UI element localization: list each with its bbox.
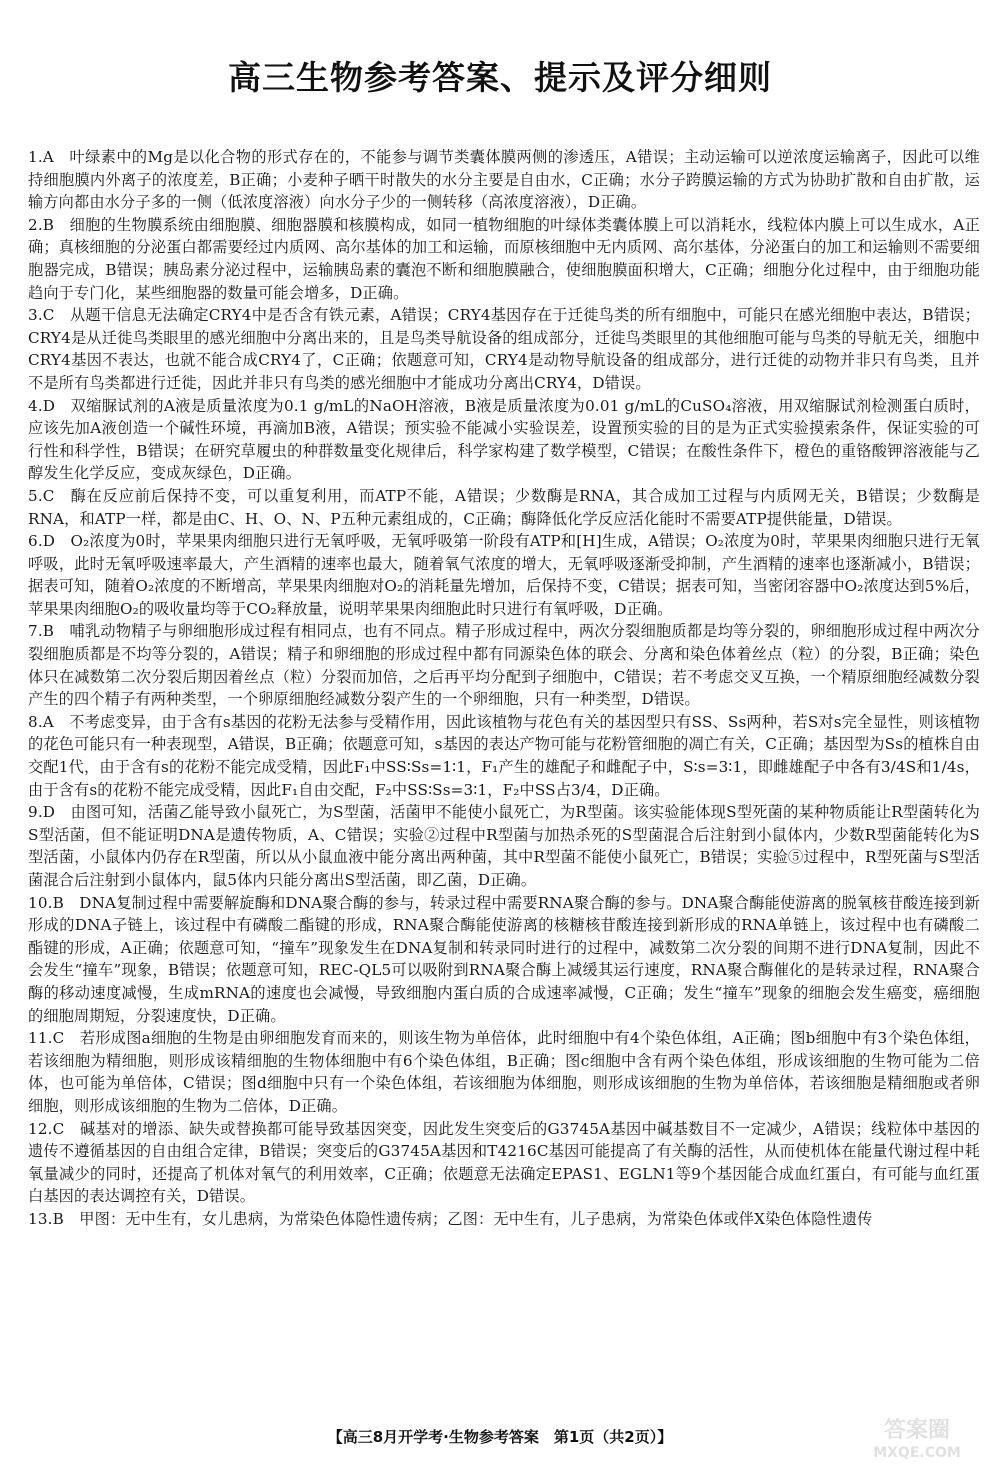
answer-explanation: 由图可知，活菌乙能导致小鼠死亡，为S型菌，活菌甲不能使小鼠死亡，为R型菌。该实验能体现S型死菌的某种物质能让R型菌转化为S型活菌，但不能证明DNA是遗传物质，A、C错误；实验②过程中R型菌与加热杀死的S型菌混合后注射到小鼠体内，少数R型菌能转化为S型活菌，小鼠体内仍存在R型菌，所以从小鼠血液中能分离出两种菌，其中R型菌不能使小鼠死亡，B错误；实验⑤过程中，R型死菌与S型活菌混合后注射到小鼠体内，鼠5体内只能分离出S型活菌，即乙菌，D正确。: [28, 803, 980, 889]
answer-explanation: 双缩脲试剂的A液是质量浓度为0.1 g/mL的NaOH溶液，B液是质量浓度为0.01 g/mL的CuSO₄溶液，用双缩脲试剂检测蛋白质时，应该先加A液创造一个碱性环境，再滴加B液，A错误；预实验不能减小实验误差，设置预实验的目的是为正式实验摸索条件，保证实验的可行性和科学性，B错误；在研究草履虫的种群数量变化规律后，科学家构建了数学模型，C错误；在酸性条件下，橙色的重铬酸钾溶液能与乙醇发生化学反应，变成灰绿色，D正确。: [28, 396, 980, 483]
answer-number: 7.B: [28, 622, 55, 641]
answer-number: 1.A: [28, 148, 54, 166]
answer-number: 12.C: [28, 1119, 65, 1138]
answer-explanation: O₂浓度为0时，苹果果肉细胞只进行无氧呼吸，无氧呼吸第一阶段有ATP和[H]生成，A错误；O₂浓度为0时，苹果果肉细胞只进行无氧呼吸，此时无氧呼吸速率最大，产生酒精的速率也最大，随着氧气浓度的增大，无氧呼吸逐渐受抑制，产生酒精的速率也逐渐减小，B错误；据表可知，随着O₂浓度的不断增高，苹果果肉细胞对O₂的消耗量先增加，后保持不变，C错误；据表可知，当密闭容器中O₂浓度达到5%后，苹果果肉细胞O₂的吸收量均等于CO₂释放量，说明苹果果肉细胞此时只进行有氧呼吸，D正确。: [28, 532, 980, 618]
answer-item: [28, 1027, 980, 1117]
answer-number: 5.C: [28, 486, 55, 505]
answer-item: [28, 620, 980, 710]
answer-item: [28, 892, 980, 1028]
answer-number: 11.C: [28, 1029, 65, 1048]
answer-item: [28, 530, 980, 620]
answer-number: 6.D: [28, 532, 56, 551]
answer-number: 10.B: [28, 893, 64, 912]
answer-explanation: 哺乳动物精子与卵细胞形成过程有相同点，也有不同点。精子形成过程中，两次分裂细胞质都是均等分裂的，卵细胞形成过程中两次分裂细胞质都是不均等分裂的，A错误；精子和卵细胞的形成过程中都有同源染色体的联会、分离和染色体着丝点（粒）的分裂，B正确；染色体只在减数第二次分裂后期因着丝点（粒）分裂而加倍，之后再平均分配到子细胞中，C错误；若不考虑交叉互换，一个精原细胞经减数分裂产生的四个精子有两种类型，一个卵原细胞经减数分裂产生的一个卵细胞，只有一种类型，D错误。: [28, 622, 980, 709]
answer-explanation: 若形成图a细胞的生物是由卵细胞发育而来的，则该生物为单倍体，此时细胞中有4个染色体组，A正确；图b细胞中有3个染色体组，若该细胞为精细胞，则形成该精细胞的生物体细胞中有6个染色体组，B正确；图c细胞中含有两个染色体组，形成该细胞的生物可能为二倍体，也可能为单倍体，C错误；图d细胞中只有一个染色体组，若该细胞为体细胞，则形成该细胞的生物为单倍体，若该细胞是精细胞或者卵细胞，则形成该细胞的生物为二倍体，D正确。: [28, 1029, 980, 1115]
answer-item: [28, 1208, 980, 1231]
answer-explanation: DNA复制过程中需要解旋酶和DNA聚合酶的参与，转录过程中需要RNA聚合酶的参与。DNA聚合酶能使游离的脱氧核苷酸连接到新形成的DNA子链上，该过程中有磷酸二酯键的形成，RNA聚合酶能使游离的核糖核苷酸连接到新形成的RNA单链上，该过程中也有磷酸二酯键的形成，A正确；依题意可知，“撞车”现象发生在DNA复制和转录同时进行的过程中，减数第二次分裂的间期不进行DNA复制，因此不会发生“撞车”现象，B错误；依题意可知，REC-QL5可以吸附到RNA聚合酶上减缓其运行速度，RNA聚合酶催化的是转录过程，RNA聚合酶的移动速度减慢，生成mRNA的速度也会减慢，导致细胞内蛋白质的合成速率减慢，C正确；发生“撞车”现象的细胞会发生癌变，癌细胞的细胞周期短，分裂速度快，D正确。: [28, 893, 980, 1025]
watermark-logo-text: 答案圈: [883, 1418, 951, 1443]
answer-explanation: 碱基对的增添、缺失或替换都可能导致基因突变，因此发生突变后的G3745A基因中碱基数目不一定减少，A错误；线粒体中基因的遗传不遵循基因的自由组合定律，B错误；突变后的G3745A基因和T4216C基因可能提高了有关酶的活性，从而使机体在能量代谢过程中耗氧量减少的同时，还提高了机体对氧气的利用效率，C正确；依题意无法确定EPAS1、EGLN1等9个基因能合成血红蛋白，有可能与血红蛋白基因的表达调控有关，D错误。: [28, 1119, 980, 1206]
answer-number: 3.C: [28, 306, 55, 325]
page-footer: 【高三8月开学考·生物参考答案 第1页（共2页）】: [327, 1428, 673, 1446]
answer-item: [28, 801, 980, 891]
answer-explanation: 从题干信息无法确定CRY4中是否含有铁元素，A错误；CRY4基因存在于迁徙鸟类的所有细胞中，可能只在感光细胞中表达，B错误；CRY4是从迁徙鸟类眼里的感光细胞中分离出来的，且是鸟类导航设备的组成部分，迁徙鸟类眼里的其他细胞可能与鸟类的导航无关，细胞中CRY4基因不表达，也就不能合成CRY4了，C正确；依题意可知，CRY4是动物导航设备的组成部分，进行迁徙的动物并非只有鸟类，且并不是所有鸟类都进行迁徙，因此并非只有鸟类的感光细胞中才能成功分离出CRY4，D错误。: [28, 306, 980, 392]
page-title: 高三生物参考答案、提示及评分细则: [228, 58, 772, 97]
answer-list: [28, 146, 980, 1231]
answer-item: [28, 711, 980, 801]
answer-explanation: 不考虑变异，由于含有s基因的花粉无法参与受精作用，因此该植物与花色有关的基因型只有SS、Ss两种，若S对s完全显性，则该植物的花色可能只有一种表现型，A错误，B正确；依题意可知，s基因的表达产物可能与花粉管细胞的凋亡有关，C正确；基因型为Ss的植株自由交配1代，由于含有s的花粉不能完成受精，因此F₁中SS∶Ss=1∶1，F₁产生的雄配子和雌配子中，S∶s=3∶1，即雌雄配子中各有3/4S和1/4s，由于含有s的花粉不能完成受精，因此F₁自由交配，F₂中SS∶Ss=3∶1，F₂中SS占3/4，D正确。: [28, 712, 980, 799]
watermark-logo: [842, 1407, 992, 1463]
answer-number: 8.A: [28, 712, 54, 731]
answer-explanation: 细胞的生物膜系统由细胞膜、细胞器膜和核膜构成，如同一植物细胞的叶绿体类囊体膜上可以消耗水，线粒体内膜上可以生成水，A正确；真核细胞的分泌蛋白都需要经过内质网、高尔基体的加工和运输，而原核细胞中无内质网、高尔基体，分泌蛋白的加工和运输则不需要细胞器完成，B错误；胰岛素分泌过程中，运输胰岛素的囊泡不断和细胞膜融合，使细胞膜面积增大，C正确；细胞分化过程中，由于细胞功能趋向于专门化，某些细胞器的数量可能会增多，D正确。: [28, 215, 980, 302]
answer-item: [28, 146, 980, 214]
answer-item: [28, 395, 980, 485]
answer-explanation: 叶绿素中的Mg是以化合物的形式存在的，不能参与调节类囊体膜两侧的渗透压，A错误；主动运输可以逆浓度运输离子，因此可以维持细胞膜内外离子的浓度差，B正确；小麦种子晒干时散失的水分主要是自由水，C正确；水分子跨膜运输的方式为协助扩散和自由扩散，运输方向都由水分子多的一侧（低浓度溶液）向水分子少的一侧转移（高浓度溶液），D正确。: [28, 148, 980, 212]
watermark-logo-site: MXQE.COM: [873, 1445, 961, 1461]
answer-number: 13.B: [28, 1209, 64, 1228]
answer-number: 9.D: [28, 803, 56, 822]
answer-explanation: 酶在反应前后保持不变，可以重复利用，而ATP不能，A错误；少数酶是RNA，其合成加工过程与内质网无关，B错误；少数酶是RNA，和ATP一样，都是由C、H、O、N、P五种元素组成的，C正确；酶降低化学反应活化能时不需要ATP提供能量，D错误。: [28, 486, 980, 528]
answer-item: [28, 214, 980, 304]
answer-number: 2.B: [28, 215, 55, 234]
answer-item: [28, 485, 980, 530]
answer-explanation: 甲图：无中生有，女儿患病，为常染色体隐性遗传病；乙图：无中生有，儿子患病，为常染色体或伴X染色体隐性遗传: [79, 1209, 873, 1228]
answer-number: 4.D: [28, 396, 56, 415]
answer-item: [28, 1118, 980, 1208]
answer-item: [28, 304, 980, 394]
